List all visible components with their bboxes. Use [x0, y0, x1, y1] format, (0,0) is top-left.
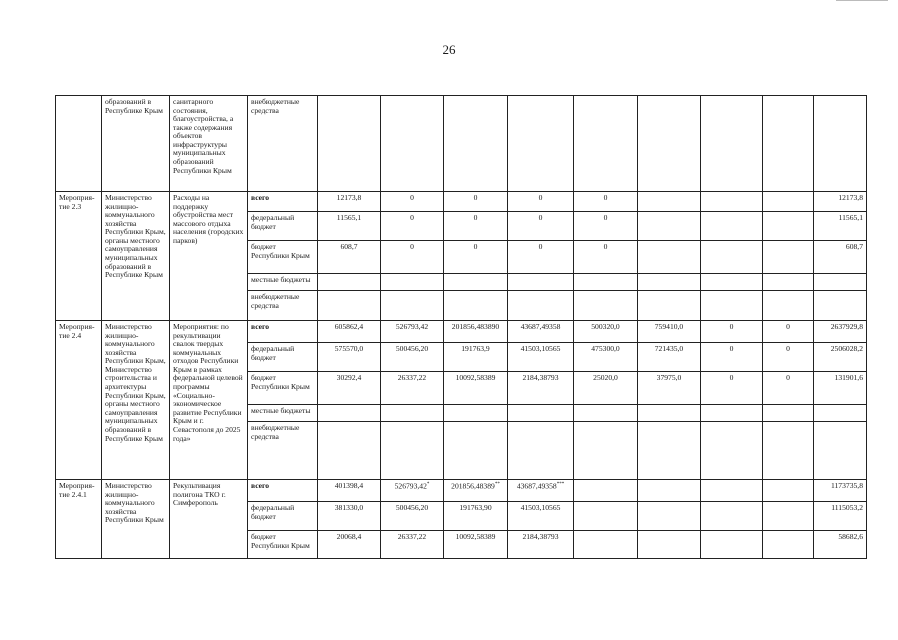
activity-cell: Расходы на поддержку обустройства мест массового отдыха населения (городских парков): [170, 192, 248, 321]
code-cell: Мероприя-тие 2.4.1: [56, 480, 102, 559]
value-cell: [701, 291, 763, 321]
value-cell: [763, 274, 814, 291]
value-cell: [763, 291, 814, 321]
table-row: [56, 480, 867, 502]
value-cell: 0: [574, 212, 638, 241]
source-cell: всего: [248, 321, 318, 343]
corner-mark: [836, 0, 888, 1]
value-cell: 0: [574, 192, 638, 212]
value-cell: [763, 480, 814, 502]
value-cell: 401398,4: [318, 480, 381, 502]
value-cell: [574, 502, 638, 531]
value-cell: 191763,90: [444, 502, 508, 531]
source-cell: всего: [248, 192, 318, 212]
value-cell: [638, 274, 701, 291]
total-cell: 58682,6: [814, 531, 867, 559]
value-cell: 37975,0: [638, 372, 701, 405]
source-cell: бюджет Республики Крым: [248, 372, 318, 405]
value-cell: [508, 274, 574, 291]
activity-cell: санитарного состояния, благоустройства, а также содержания объектов инфраструктуры муниципальных образований Республики Крым: [170, 96, 248, 192]
footnote-mark: *: [426, 482, 430, 487]
value-cell: [638, 291, 701, 321]
source-cell: федеральный бюджет: [248, 502, 318, 531]
value-cell: [638, 531, 701, 559]
value-cell: 500456,20: [381, 343, 444, 372]
value-cell: 0: [381, 192, 444, 212]
value-cell: 0: [763, 372, 814, 405]
value-cell: 0: [381, 212, 444, 241]
value-cell: 201856,48389**: [444, 480, 508, 502]
source-cell: федеральный бюджет: [248, 212, 318, 241]
table-row: [56, 321, 867, 343]
code-cell: [56, 96, 102, 192]
value-cell: [638, 502, 701, 531]
value-cell: 575570,0: [318, 343, 381, 372]
value-cell: 25020,0: [574, 372, 638, 405]
value-cell: 526793,42: [381, 321, 444, 343]
value-cell: [701, 274, 763, 291]
value-cell: 500456,20: [381, 502, 444, 531]
value-cell: 381330,0: [318, 502, 381, 531]
total-cell: 12173,8: [814, 192, 867, 212]
value-cell: [763, 241, 814, 274]
source-cell: местные бюджеты: [248, 274, 318, 291]
value-cell: 500320,0: [574, 321, 638, 343]
value-cell: [763, 405, 814, 422]
executor-cell: образований в Республике Крым: [102, 96, 170, 192]
source-cell: местные бюджеты: [248, 405, 318, 422]
total-cell: 1115053,2: [814, 502, 867, 531]
source-cell: внебюджетные средства: [248, 291, 318, 321]
value-cell: [763, 502, 814, 531]
value-cell: [381, 422, 444, 480]
source-cell: внебюджетные средства: [248, 422, 318, 480]
value-cell: [701, 241, 763, 274]
total-cell: [814, 405, 867, 422]
value-cell: [763, 212, 814, 241]
value-cell: [318, 422, 381, 480]
total-cell: [814, 274, 867, 291]
value-cell: [638, 480, 701, 502]
activity-cell: Мероприятия: по рекультивации свалок твердых коммунальных отходов Республики Крым в рамках федеральной целевой программы «Социально-экономическое развитие Республики Крым и г. Севастополя до 2025 года»: [170, 321, 248, 480]
value-cell: 41503,10565: [508, 343, 574, 372]
total-cell: 11565,1: [814, 212, 867, 241]
value-cell: [574, 274, 638, 291]
value-cell: [638, 241, 701, 274]
page-number: 26: [442, 42, 456, 57]
value-cell: 475300,0: [574, 343, 638, 372]
code-cell: Мероприя-тие 2.3: [56, 192, 102, 321]
value-cell: 2184,38793: [508, 372, 574, 405]
executor-cell: Министерство жилищно-коммунального хозяйства Республики Крым, органы местного самоуправления муниципальных образований в Республике Крым: [102, 192, 170, 321]
value-cell: 0: [508, 192, 574, 212]
value-cell: 10092,58389: [444, 531, 508, 559]
value-cell: [638, 212, 701, 241]
value-cell: [763, 531, 814, 559]
value-cell: 0: [444, 212, 508, 241]
value-cell: 0: [508, 212, 574, 241]
value-cell: [318, 291, 381, 321]
value-cell: [574, 480, 638, 502]
value-cell: 26337,22: [381, 372, 444, 405]
value-cell: 11565,1: [318, 212, 381, 241]
value-cell: 30292,4: [318, 372, 381, 405]
value-cell: 0: [508, 241, 574, 274]
value-cell: 2184,38793: [508, 531, 574, 559]
value-cell: [701, 212, 763, 241]
executor-cell: Министерство жилищно-коммунального хозяйства Республики Крым: [102, 480, 170, 559]
value-cell: [508, 291, 574, 321]
total-cell: [814, 291, 867, 321]
value-cell: [574, 291, 638, 321]
value-cell: [638, 405, 701, 422]
budget-table: [55, 95, 867, 559]
value-cell: [508, 405, 574, 422]
value-cell: [763, 422, 814, 480]
value-cell: 759410,0: [638, 321, 701, 343]
code-cell: Мероприя-тие 2.4: [56, 321, 102, 480]
value-cell: [763, 192, 814, 212]
footnote-mark: ***: [556, 482, 565, 487]
value-cell: 20068,4: [318, 531, 381, 559]
value-cell: [701, 405, 763, 422]
total-cell: 131901,6: [814, 372, 867, 405]
value-cell: [701, 480, 763, 502]
value-cell: 0: [763, 321, 814, 343]
footnote-mark: **: [494, 482, 500, 487]
value-cell: 608,7: [318, 241, 381, 274]
value-cell: 0: [701, 321, 763, 343]
value-cell: [701, 192, 763, 212]
activity-cell: Рекультивация полигона ТКО г. Симферополь: [170, 480, 248, 559]
value-cell: [381, 405, 444, 422]
value-cell: 0: [381, 241, 444, 274]
value-cell: 10092,58389: [444, 372, 508, 405]
source-cell: бюджет Республики Крым: [248, 531, 318, 559]
value-cell: 0: [701, 372, 763, 405]
value-cell: 0: [444, 192, 508, 212]
value-cell: [701, 422, 763, 480]
value-cell: 0: [444, 241, 508, 274]
source-cell: бюджет Республики Крым: [248, 241, 318, 274]
value-cell: [318, 274, 381, 291]
value-cell: [701, 531, 763, 559]
value-cell: 26337,22: [381, 531, 444, 559]
source-cell: федеральный бюджет: [248, 343, 318, 372]
source-cell: всего: [248, 480, 318, 502]
value-cell: 605862,4: [318, 321, 381, 343]
value-cell: 43687,49358***: [508, 480, 574, 502]
value-cell: 43687,49358: [508, 321, 574, 343]
value-cell: 0: [574, 241, 638, 274]
value-cell: 0: [701, 343, 763, 372]
value-cell: 526793,42*: [381, 480, 444, 502]
value-cell: [574, 531, 638, 559]
value-cell: 0: [763, 343, 814, 372]
value-cell: [381, 291, 444, 321]
value-cell: 721435,0: [638, 343, 701, 372]
total-cell: [814, 422, 867, 480]
value-cell: [381, 274, 444, 291]
executor-cell: Министерство жилищно-коммунального хозяйства Республики Крым, Министерство строительства и архитектуры Республики Крым, органы местного самоуправления муниципальных образований в Республике Крым: [102, 321, 170, 480]
value-cell: 12173,8: [318, 192, 381, 212]
value-cell: [444, 274, 508, 291]
value-cell: [638, 422, 701, 480]
total-cell: 608,7: [814, 241, 867, 274]
total-cell: 1173735,8: [814, 480, 867, 502]
table-row: [56, 96, 867, 192]
value-cell: [508, 422, 574, 480]
table-row: [56, 192, 867, 212]
total-cell: 2637929,8: [814, 321, 867, 343]
value-cell: [701, 502, 763, 531]
value-cell: [318, 405, 381, 422]
source-cell: внебюджетные средства: [248, 96, 318, 192]
value-cell: [444, 291, 508, 321]
value-cell: 41503,10565: [508, 502, 574, 531]
value-cell: [638, 192, 701, 212]
value-cell: 201856,483890: [444, 321, 508, 343]
value-cell: [574, 405, 638, 422]
value-cell: [444, 422, 508, 480]
value-cell: [574, 422, 638, 480]
value-cell: [444, 405, 508, 422]
total-cell: 2506028,2: [814, 343, 867, 372]
value-cell: 191763,9: [444, 343, 508, 372]
